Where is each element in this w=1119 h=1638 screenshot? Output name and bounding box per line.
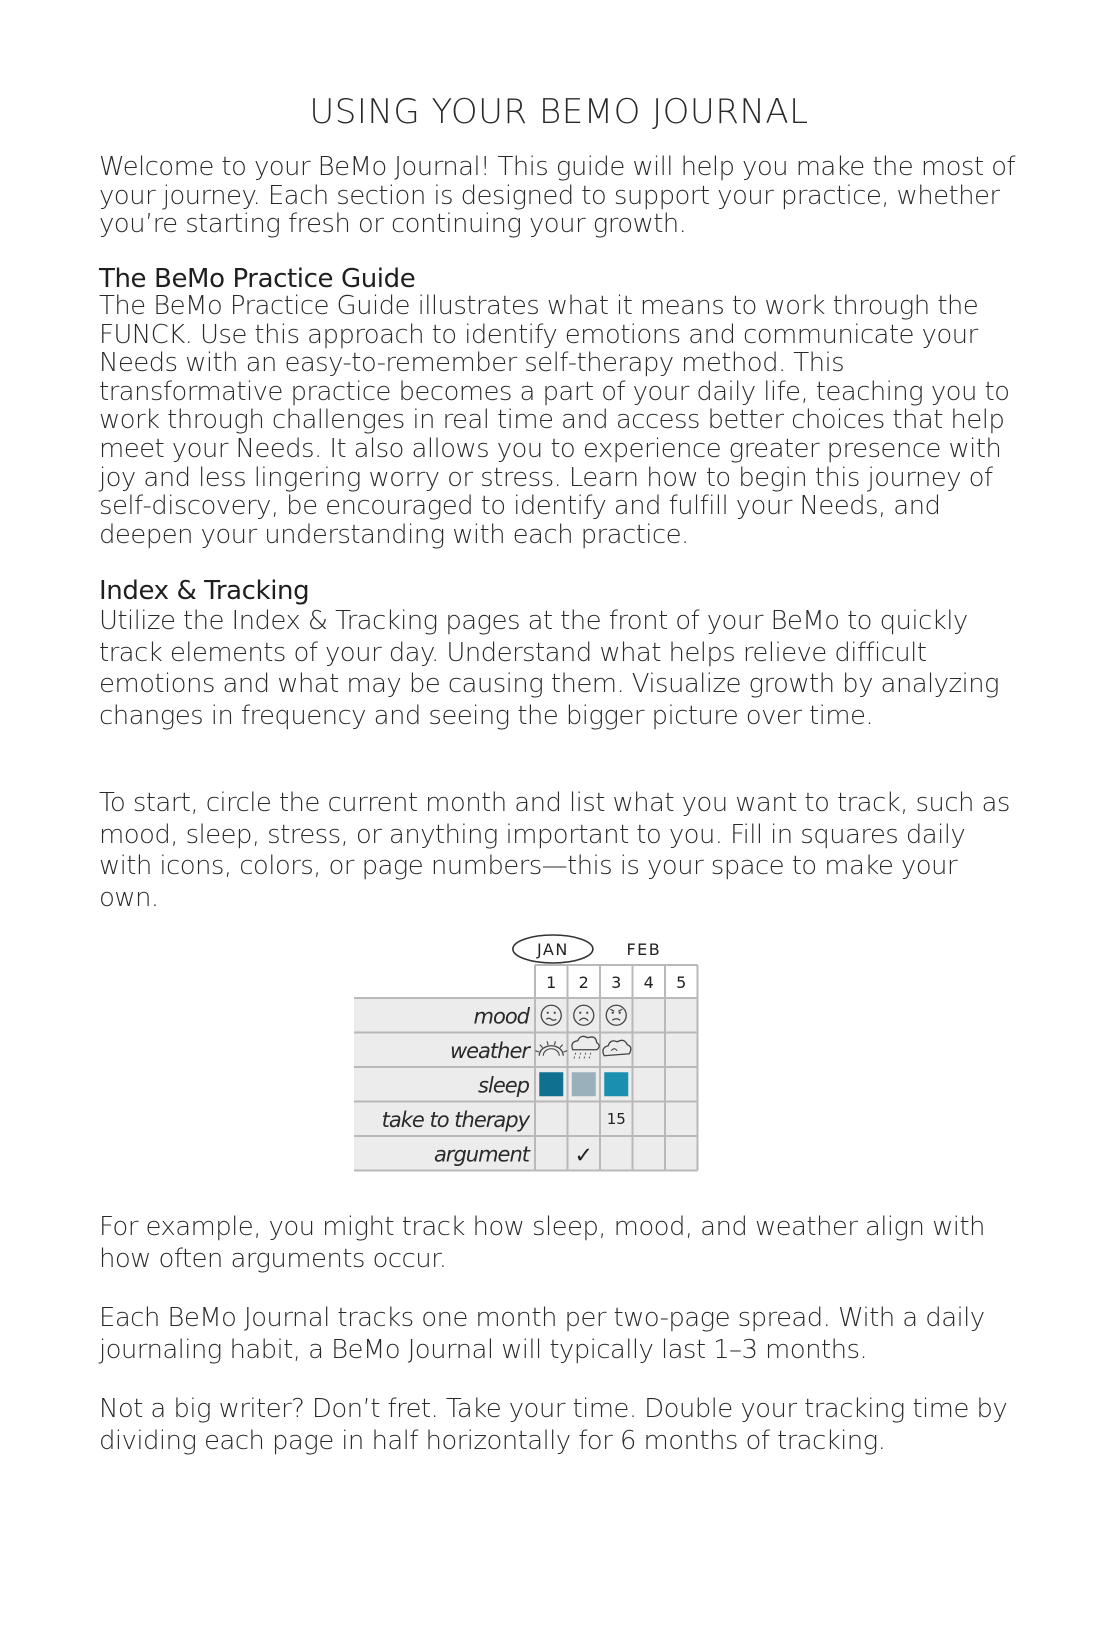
day-number-2: 2: [578, 973, 589, 992]
day-number-3: 3: [611, 973, 622, 992]
section-body-practice-guide: The BeMo Practice Guide illustrates what it means to work through the FUNCK. Use this approach to identify emotions and communicate your Needs with an easy-to-remember self-therapy method. This transformative practice becomes a part of your daily life, teaching you to work through challenges in real time and access better choices that help meet your Needs. It also allows you to experience greater presence with joy and less lingering worry or stress. Learn how to begin this journey of self-discovery, be encouraged to identify and fulfill your Needs, and deepen your understanding with each practice.: [99, 291, 1010, 550]
month-label-feb: FEB: [626, 940, 662, 959]
day-number-5: 5: [676, 973, 687, 992]
day-number-4: 4: [643, 973, 654, 992]
row-label-take-to-therapy: take to therapy: [381, 1107, 529, 1132]
day-number-1: 1: [546, 973, 557, 992]
page-number-note: 15: [606, 1109, 626, 1128]
tip-paragraph: Not a big writer? Don’t fret. Take your time. Double your tracking time by dividing each page in half horizontally for 6 months of tracking.: [99, 1394, 1008, 1456]
sleep-fill-square: [539, 1072, 563, 1096]
page-title: USING YOUR BEMO JOURNAL: [309, 92, 809, 132]
tracking-grid: [354, 940, 741, 1208]
check-mark: ✓: [574, 1143, 593, 1169]
sleep-fill-square: [572, 1072, 596, 1096]
section-body-index-tracking: Utilize the Index & Tracking pages at the front of your BeMo to quickly track elements of your day. Understand what helps relieve difficult emotions and what may be causing them. Visualize growth by analyzing changes in frequency and seeing the bigger picture over time.: [99, 606, 1000, 731]
intro-paragraph: Welcome to your BeMo Journal! This guide will help you make the most of your journey. Each section is designed to support your practice, whether you’re starting fresh or continuing your growth.: [99, 152, 1015, 240]
example-paragraph: For example, you might track how sleep, mood, and weather align with how often arguments occur.: [99, 1212, 985, 1274]
start-paragraph: To start, circle the current month and list what you want to track, such as mood, sleep, stress, or anything important to you. Fill in squares daily with icons, colors, or page numbers—this is your space to make your own.: [99, 788, 1010, 913]
row-label-sleep: sleep: [478, 1073, 529, 1098]
duration-paragraph: Each BeMo Journal tracks one month per two-page spread. With a daily journaling habit, a BeMo Journal will typically last 1–3 months.: [99, 1303, 985, 1365]
row-label-mood: mood: [473, 1004, 529, 1029]
section-heading-index-tracking: Index & Tracking: [99, 576, 310, 606]
tracking-example-figure: [354, 940, 741, 1208]
row-label-weather: weather: [449, 1038, 529, 1063]
section-heading-practice-guide: The BeMo Practice Guide: [99, 264, 416, 294]
sleep-fill-square: [604, 1072, 628, 1096]
month-label-jan: JAN: [536, 940, 569, 959]
row-label-argument: argument: [433, 1142, 529, 1167]
